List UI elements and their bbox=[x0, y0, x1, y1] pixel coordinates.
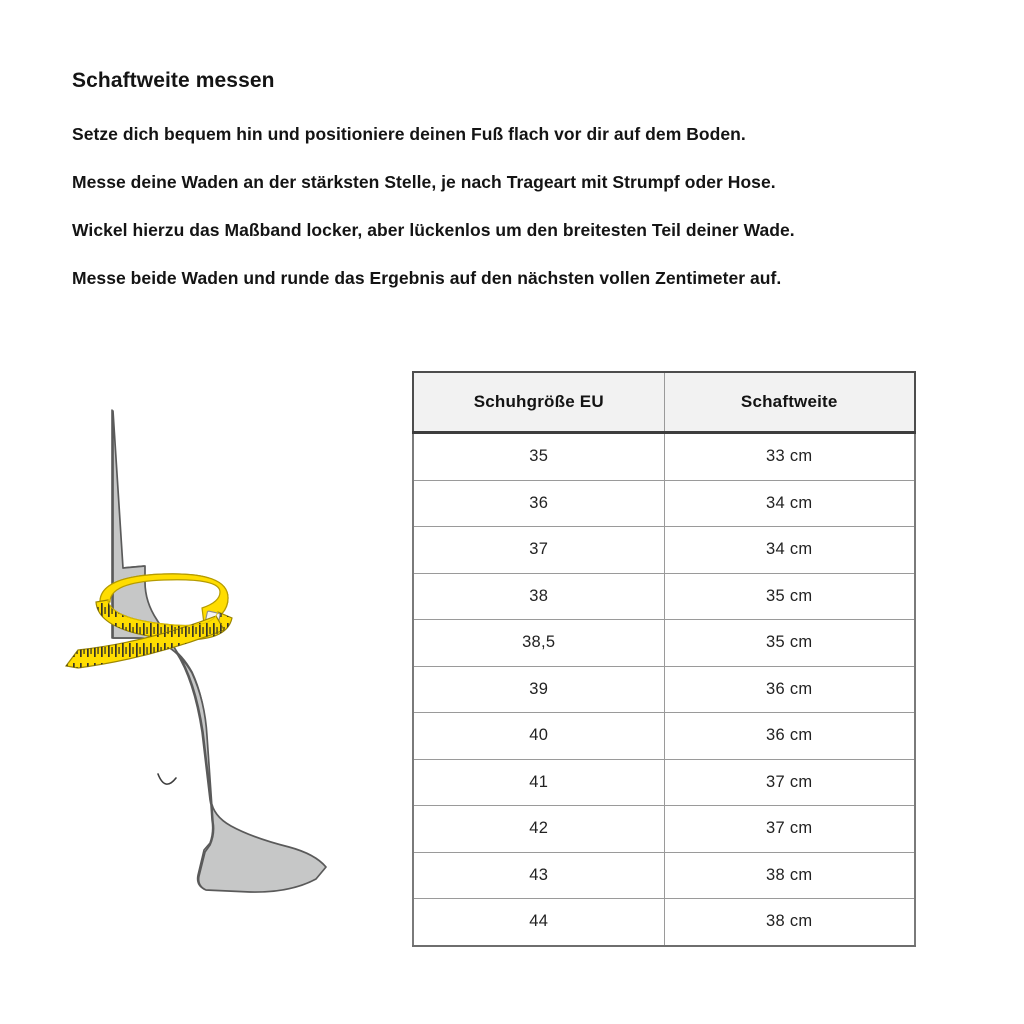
cell-shaft-width: 38 cm bbox=[664, 852, 915, 899]
cell-shaft-width: 35 cm bbox=[664, 573, 915, 620]
cell-shoe-size: 38 bbox=[413, 573, 664, 620]
table-row bbox=[413, 899, 915, 946]
instruction-line-2: Messe deine Waden an der stärksten Stelle, je nach Trageart mit Strumpf oder Hose. bbox=[72, 172, 776, 192]
cell-shaft-width: 34 cm bbox=[664, 527, 915, 574]
table-row bbox=[413, 480, 915, 527]
size-chart-table bbox=[412, 371, 916, 947]
column-header-shaft-width: Schaftweite bbox=[664, 372, 915, 433]
cell-shaft-width: 34 cm bbox=[664, 480, 915, 527]
leg-measurement-illustration bbox=[52, 380, 382, 900]
table-row bbox=[413, 433, 915, 481]
table-row bbox=[413, 852, 915, 899]
cell-shoe-size: 40 bbox=[413, 713, 664, 760]
table-row bbox=[413, 666, 915, 713]
table-head bbox=[413, 372, 915, 433]
instructions-block bbox=[72, 68, 952, 290]
instruction-line-4: Messe beide Waden und runde das Ergebnis auf den nächsten vollen Zentimeter auf. bbox=[72, 268, 782, 288]
column-header-shoe-size: Schuhgröße EU bbox=[413, 372, 664, 433]
table-row bbox=[413, 620, 915, 667]
table-row bbox=[413, 713, 915, 760]
instruction-line-1: Setze dich bequem hin und positioniere deinen Fuß flach vor dir auf dem Boden. bbox=[72, 124, 746, 144]
cell-shaft-width: 36 cm bbox=[664, 713, 915, 760]
cell-shoe-size: 44 bbox=[413, 899, 664, 946]
table-header-row bbox=[413, 372, 915, 433]
cell-shaft-width: 33 cm bbox=[664, 433, 915, 481]
cell-shoe-size: 35 bbox=[413, 433, 664, 481]
table-row bbox=[413, 759, 915, 806]
cell-shoe-size: 38,5 bbox=[413, 620, 664, 667]
table-row bbox=[413, 527, 915, 574]
cell-shaft-width: 35 cm bbox=[664, 620, 915, 667]
cell-shaft-width: 36 cm bbox=[664, 666, 915, 713]
table-row bbox=[413, 806, 915, 853]
cell-shoe-size: 42 bbox=[413, 806, 664, 853]
table-row bbox=[413, 573, 915, 620]
cell-shoe-size: 43 bbox=[413, 852, 664, 899]
size-chart-container bbox=[412, 371, 916, 947]
cell-shaft-width: 37 cm bbox=[664, 759, 915, 806]
cell-shoe-size: 39 bbox=[413, 666, 664, 713]
instruction-line-3: Wickel hierzu das Maßband locker, aber lückenlos um den breitesten Teil deiner Wade. bbox=[72, 220, 795, 240]
page-title: Schaftweite messen bbox=[72, 69, 275, 92]
cell-shoe-size: 36 bbox=[413, 480, 664, 527]
cell-shaft-width: 37 cm bbox=[664, 806, 915, 853]
cell-shaft-width: 38 cm bbox=[664, 899, 915, 946]
cell-shoe-size: 41 bbox=[413, 759, 664, 806]
cell-shoe-size: 37 bbox=[413, 527, 664, 574]
table-body bbox=[413, 433, 915, 946]
